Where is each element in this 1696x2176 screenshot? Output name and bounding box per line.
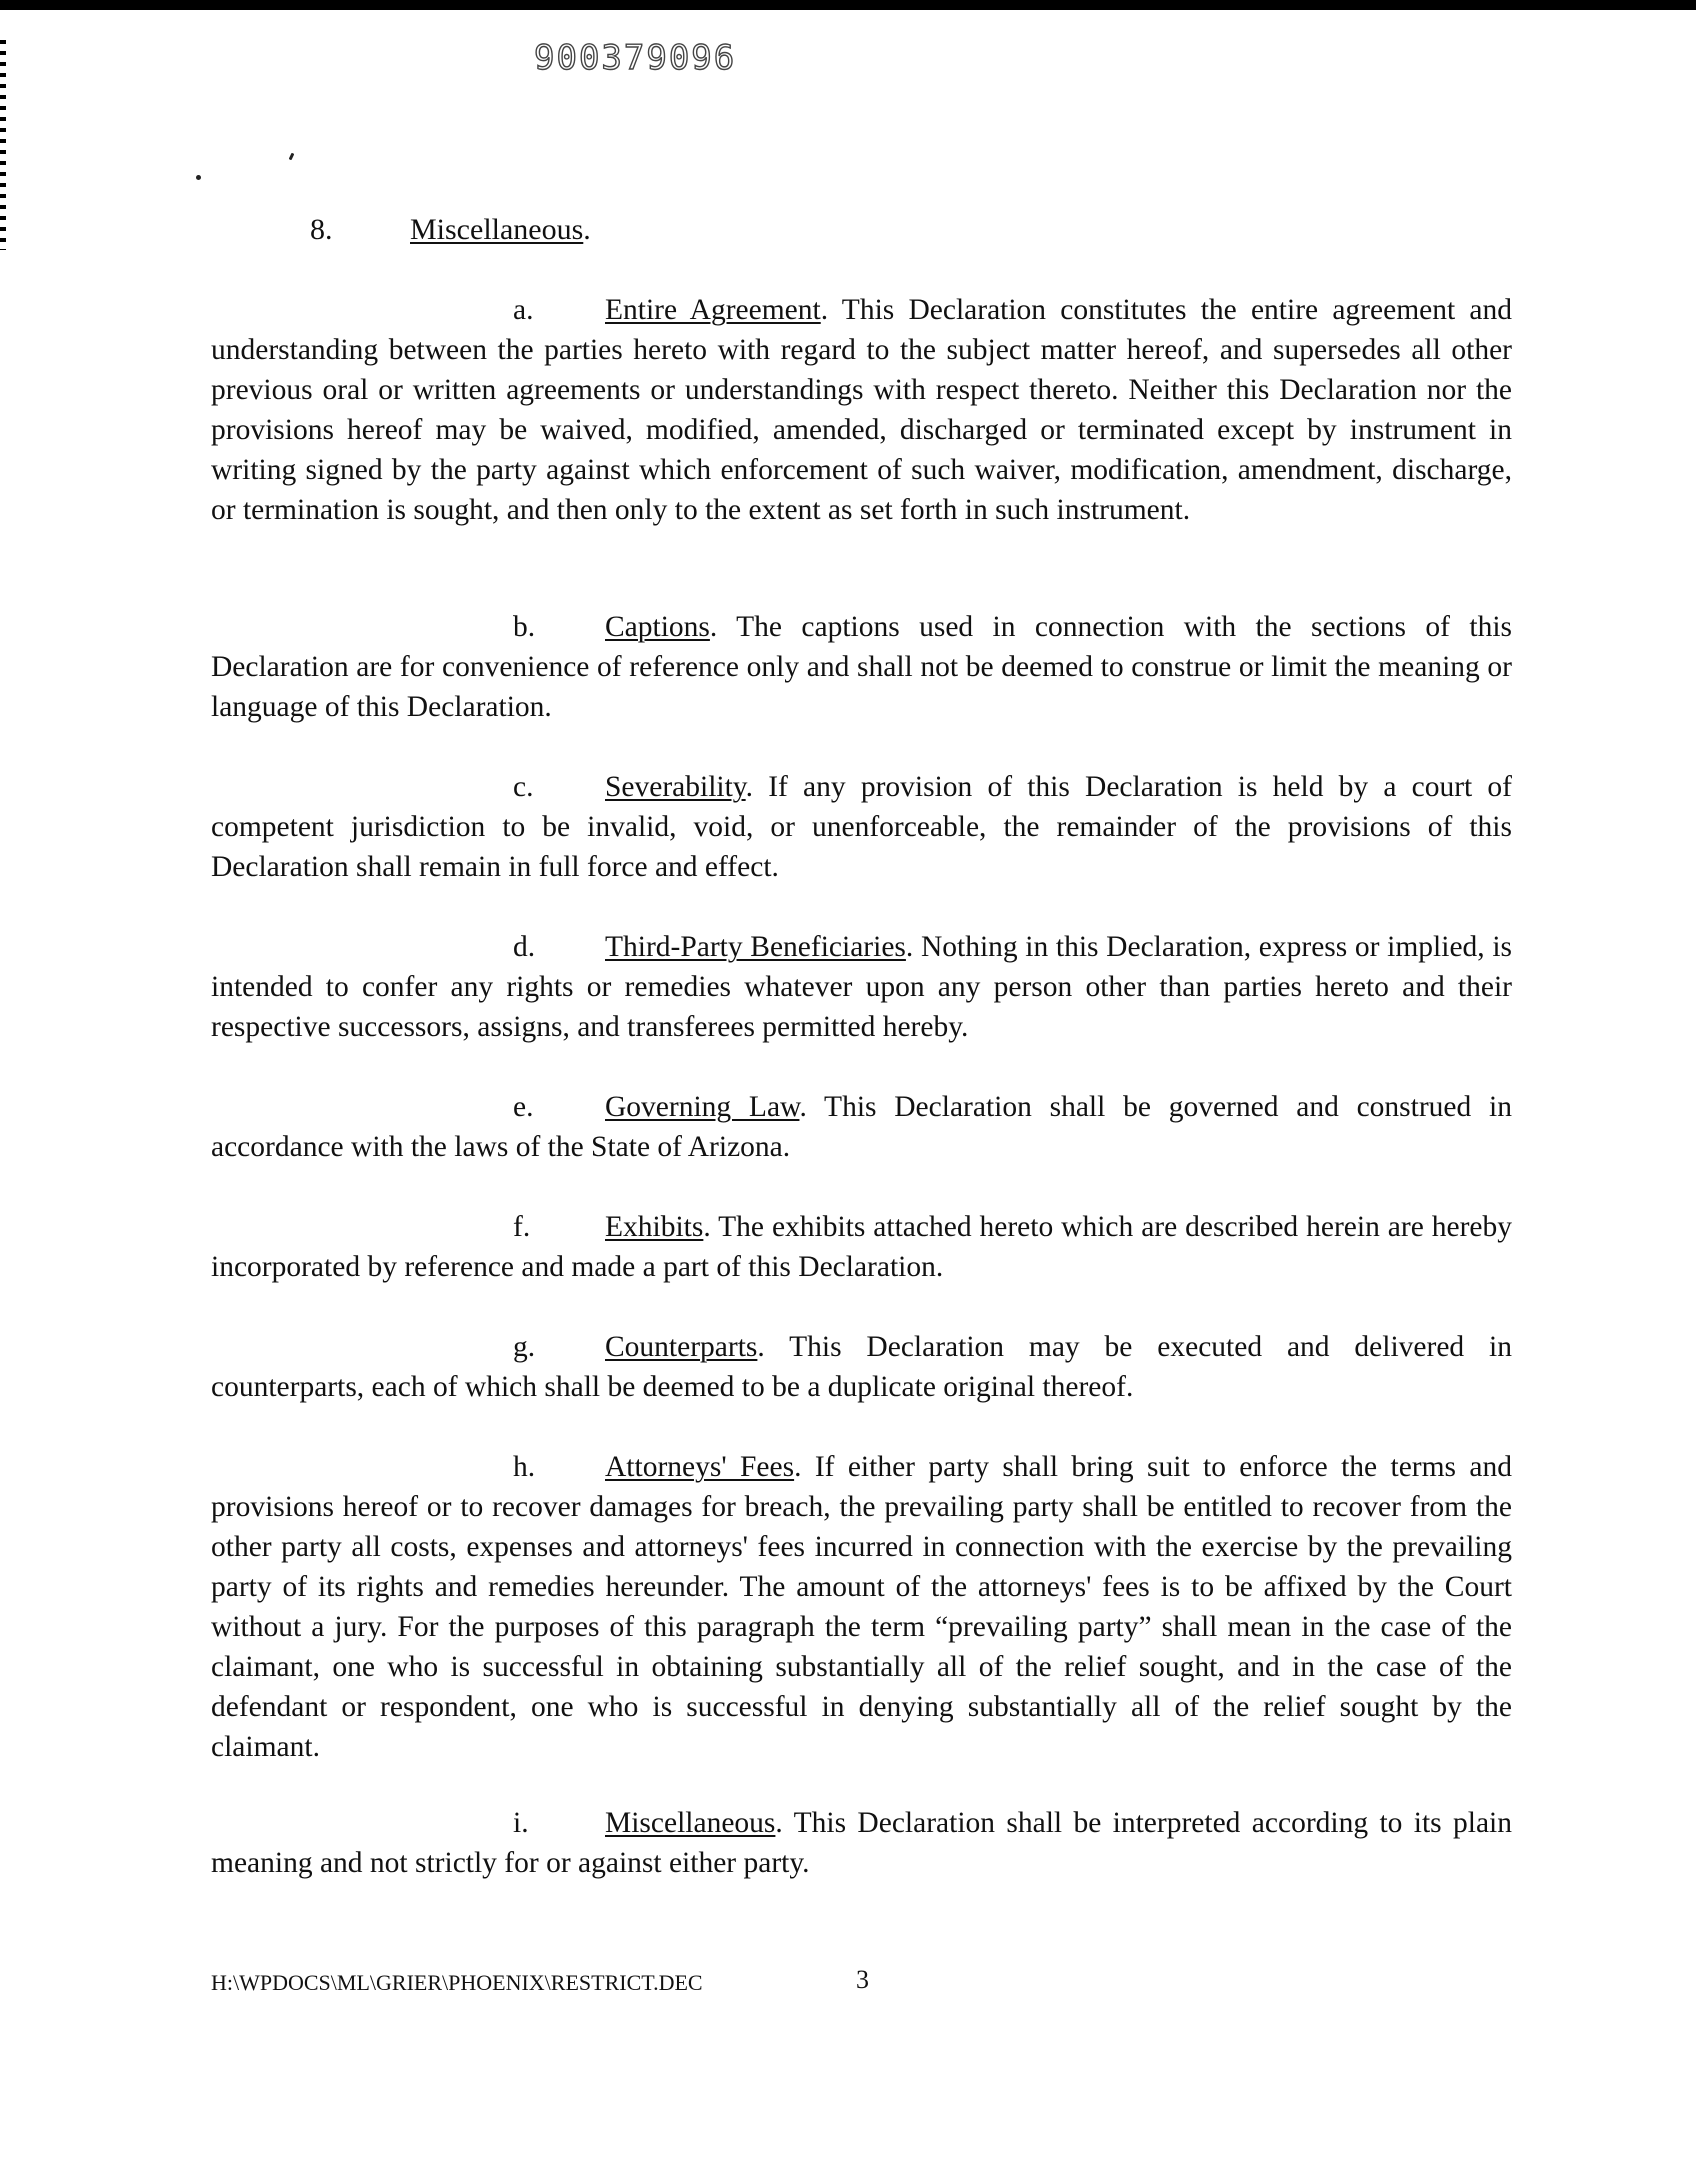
scan-top-edge (0, 0, 1696, 10)
footer-file-path: H:\WPDOCS\ML\GRIER\PHOENIX\RESTRICT.DEC (211, 1970, 703, 1995)
clause-title: Exhibits (605, 1211, 704, 1243)
clause-letter: d. (513, 931, 536, 963)
clause-letter: i. (513, 1807, 529, 1839)
clause-text: . The exhibits attached hereto which are described herein are hereby incorporated by reference and made a part of this Declaration. (211, 1211, 1512, 1283)
section-title: Miscellaneous (410, 213, 584, 246)
clause-attorneys-fees (211, 1447, 1512, 1767)
clause-title: Attorneys' Fees (605, 1451, 795, 1483)
clause-title: Governing Law (605, 1091, 800, 1123)
clause-text: . The captions used in connection with the sections of this Declaration are for convenience of reference only and shall not be deemed to construe or limit the meaning or language of this Declaration. (211, 611, 1512, 723)
scan-speck (196, 175, 201, 180)
clause-title: Captions (605, 611, 710, 643)
clause-governing-law (211, 1087, 1512, 1167)
scan-left-edge-marks (0, 40, 6, 250)
footer-page-number: 3 (856, 1965, 869, 1994)
section-title-suffix: . (583, 213, 591, 246)
section-number: 8. (310, 213, 333, 246)
clause-letter: e. (513, 1091, 534, 1123)
clause-text: . This Declaration shall be governed and construed in accordance with the laws of the State of Arizona. (211, 1091, 1512, 1163)
clause-counterparts (211, 1327, 1512, 1407)
document-id-stamp: 900379096 (534, 38, 737, 78)
clause-text: . This Declaration may be executed and delivered in counterparts, each of which shall be deemed to be a duplicate original thereof. (211, 1331, 1512, 1403)
clause-text: . This Declaration shall be interpreted according to its plain meaning and not strictly for or against either party. (211, 1807, 1512, 1879)
clause-title: Counterparts (605, 1331, 758, 1363)
clause-title: Miscellaneous (605, 1807, 776, 1839)
clause-severability (211, 767, 1512, 887)
clause-third-party-beneficiaries (211, 927, 1512, 1047)
clause-text: . This Declaration constitutes the entire agreement and understanding between the parties hereto with regard to the subject matter hereof, and supersedes all other previous oral or written agreements or understandings with respect thereto. Neither this Declaration nor the provisions hereof may be waived, modified, amended, discharged or terminated except by instrument in writing signed by the party against which enforcement of such waiver, modification, amendment, discharge, or termination is sought, and then only to the extent as set forth in such instrument. (211, 294, 1512, 526)
clause-title: Entire Agreement (605, 294, 821, 326)
clause-text: . If either party shall bring suit to enforce the terms and provisions hereof or to recover damages for breach, the prevailing party shall be entitled to recover from the other party all costs, expenses and attorneys' fees incurred in connection with the exercise by the prevailing party of its rights and remedies hereunder. The amount of the attorneys' fees is to be affixed by the Court without a jury. For the purposes of this paragraph the term “prevailing party” shall mean in the case of the claimant, one who is successful in obtaining substantially all of the relief sought, and in the case of the defendant or respondent, one who is successful in denying substantially all of the relief sought by the claimant. (211, 1451, 1512, 1763)
clause-letter: g. (513, 1331, 536, 1363)
clause-captions (211, 607, 1512, 727)
clause-miscellaneous (211, 1803, 1512, 1883)
clause-letter: b. (513, 611, 536, 643)
clause-title: Third-Party Beneficiaries (605, 931, 906, 963)
section-heading (310, 210, 591, 250)
clause-exhibits (211, 1207, 1512, 1287)
clause-title: Severability (605, 771, 746, 803)
clause-letter: a. (513, 294, 534, 326)
clause-text: . Nothing in this Declaration, express or implied, is intended to confer any rights or remedies whatever upon any person other than parties hereto and their respective successors, assigns, and transferees permitted hereby. (211, 931, 1512, 1043)
scan-speck (289, 153, 295, 161)
clause-letter: h. (513, 1451, 536, 1483)
clause-letter: f. (513, 1211, 531, 1243)
clause-text: . If any provision of this Declaration is held by a court of competent jurisdiction to be invalid, void, or unenforceable, the remainder of the provisions of this Declaration shall remain in full force and effect. (211, 771, 1512, 883)
clause-letter: c. (513, 771, 534, 803)
clause-entire-agreement (211, 290, 1512, 530)
